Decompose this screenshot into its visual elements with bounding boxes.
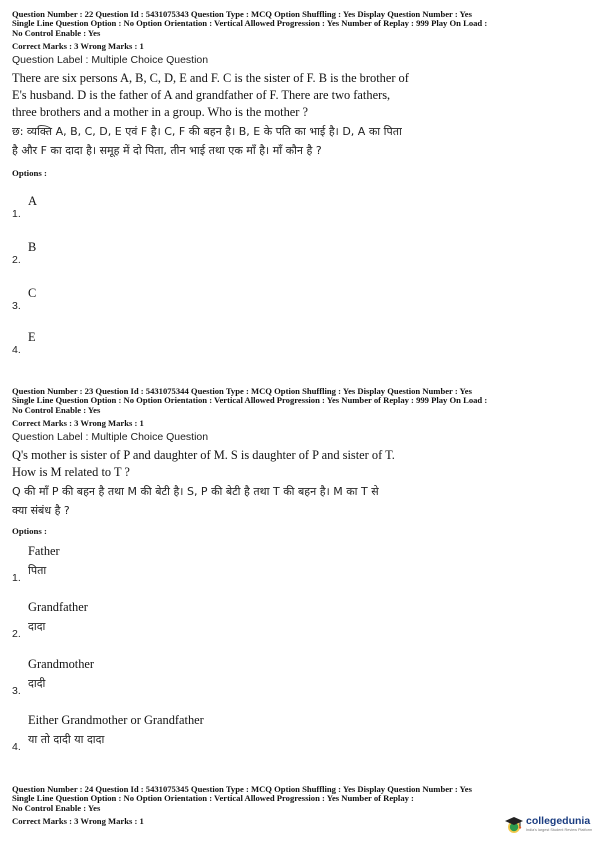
question-text <box>12 70 584 121</box>
option-value: E <box>28 330 36 344</box>
question-meta-line: Single Line Question Option : No Option Orientation : Vertical Allowed Progression : Yes Number of Replay : 999 Play On Load : <box>12 18 488 29</box>
option-value: Grandmother <box>28 657 95 671</box>
option-number: 2. <box>12 254 21 266</box>
option-value: A <box>28 194 37 208</box>
question-meta-line: Question Number : 22 Question Id : 5431075343 Question Type : MCQ Option Shuffling : Yes Display Question Number : Yes <box>12 9 472 19</box>
question-hindi-line: Q की माँ P की बहन है तथा M की बेटी है। S, P की बेटी है तथा T की बहन है। M का T से <box>12 485 379 499</box>
option-number: 1. <box>12 572 21 584</box>
option-number: 2. <box>12 628 21 640</box>
option-value-hindi: दादी <box>28 677 46 690</box>
question-text-line: Q's mother is sister of P and daughter of M. S is daughter of P and sister of T. <box>12 448 395 463</box>
option-value: C <box>28 286 37 300</box>
question-hindi-line: क्या संबंध है ? <box>12 504 70 518</box>
question-text <box>12 447 584 481</box>
option-value-hindi: दादा <box>28 620 46 633</box>
question-22 <box>12 10 584 178</box>
options-label: Options : <box>12 168 47 179</box>
marks-line: Correct Marks : 3 Wrong Marks : 1 <box>12 41 144 52</box>
logo-text: collegedunia <box>526 815 591 827</box>
question-hindi-line: है और F का दादा है। समूह में दो पिता, तीन भाई तथा एक माँ है। माँ कौन है ? <box>12 144 322 158</box>
option-value: Grandfather <box>28 600 88 614</box>
collegedunia-logo <box>504 814 593 836</box>
question-label: Question Label : Multiple Choice Question <box>12 431 209 444</box>
question-meta-line: Question Number : 24 Question Id : 5431075345 Question Type : MCQ Option Shuffling : Yes Display Question Number : Yes <box>12 784 472 794</box>
option-value: Father <box>28 544 60 558</box>
question-text-line: E's husband. D is the father of A and grandfather of F. There are two fathers, <box>12 88 391 103</box>
question-label: Question Label : Multiple Choice Question <box>12 54 209 67</box>
question-text-line: How is M related to T ? <box>12 465 130 480</box>
marks-line: Correct Marks : 3 Wrong Marks : 1 <box>12 418 144 429</box>
question-24 <box>12 785 584 826</box>
question-23 <box>12 387 584 536</box>
options-label: Options : <box>12 526 47 537</box>
question-meta-line: No Control Enable : Yes <box>12 802 101 813</box>
option-number: 3. <box>12 300 21 312</box>
option-value-hindi: पिता <box>28 564 47 577</box>
question-text-hindi <box>12 122 584 160</box>
question-text-line: three brothers and a mother in a group. Who is the mother ? <box>12 105 309 120</box>
option-number: 4. <box>12 344 21 356</box>
question-meta-line: No Control Enable : Yes <box>12 27 101 38</box>
option-number: 4. <box>12 741 21 753</box>
question-text-hindi <box>12 482 584 520</box>
question-meta-line: Single Line Question Option : No Option Orientation : Vertical Allowed Progression : Yes Number of Replay : <box>12 793 414 804</box>
logo-tagline: India's largest Student Review Platform <box>526 828 593 832</box>
question-meta-line: Single Line Question Option : No Option Orientation : Vertical Allowed Progression : Yes Number of Replay : 999 Play On Load : <box>12 395 488 406</box>
option-value: B <box>28 240 37 254</box>
graduate-cap-icon <box>504 815 524 835</box>
option-number: 3. <box>12 685 21 697</box>
option-value: Either Grandmother or Grandfather <box>28 713 204 727</box>
question-meta-line: Question Number : 23 Question Id : 5431075344 Question Type : MCQ Option Shuffling : Yes Display Question Number : Yes <box>12 386 472 396</box>
marks-line: Correct Marks : 3 Wrong Marks : 1 <box>12 816 144 827</box>
option-number: 1. <box>12 208 21 220</box>
question-text-line: There are six persons A, B, C, D, E and F. C is the sister of F. B is the brother of <box>12 71 409 86</box>
question-meta-line: No Control Enable : Yes <box>12 404 101 415</box>
question-hindi-line: छ: व्यक्ति A, B, C, D, E एवं F है। C, F की बहन है। B, E के पति का भाई है। D, A का पिता <box>12 125 402 139</box>
option-value-hindi: या तो दादी या दादा <box>28 733 105 746</box>
